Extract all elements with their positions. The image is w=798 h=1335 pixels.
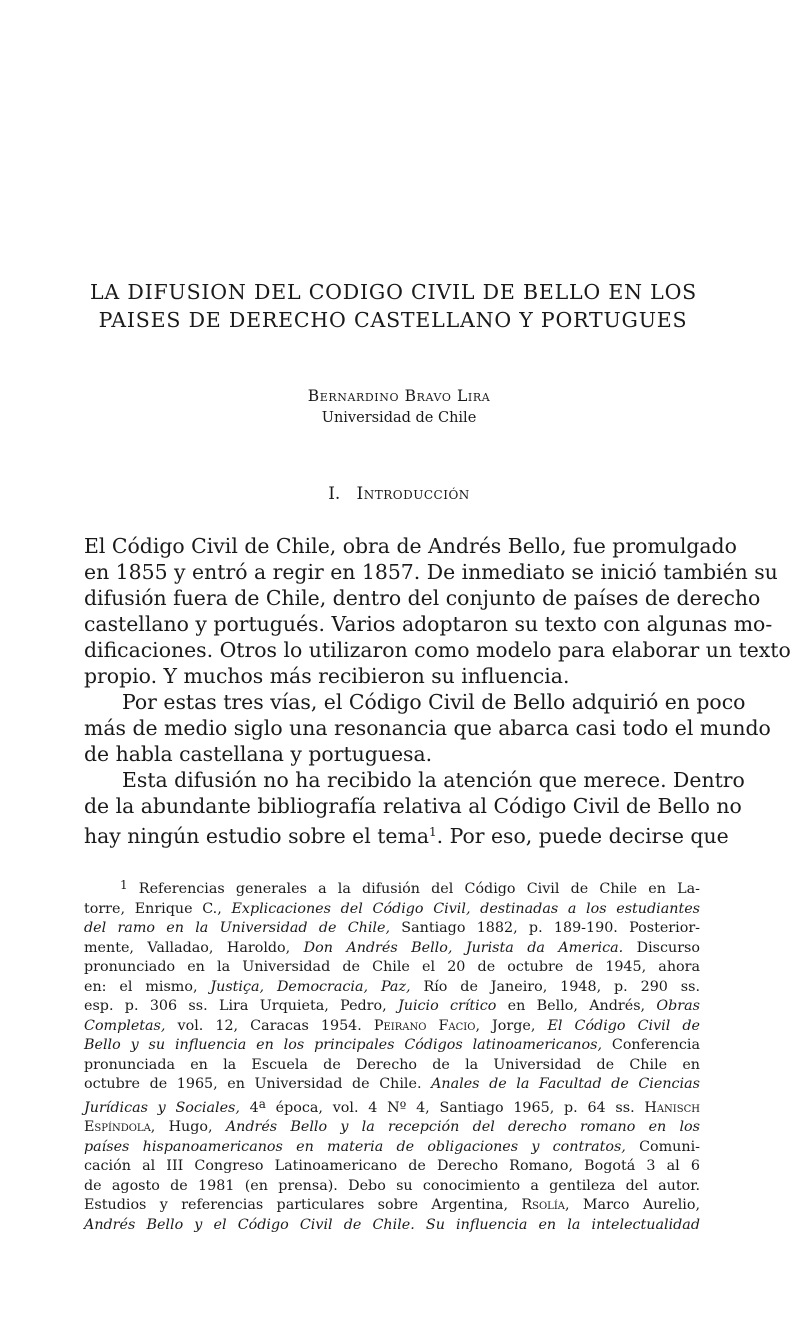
footnote-line xyxy=(84,1196,700,1216)
section-heading xyxy=(0,482,798,506)
footnote-text: en Bello, Andrés, xyxy=(496,998,657,1014)
footnote-text: , Hugo, xyxy=(150,1119,226,1135)
footnote-text: Estudios y referencias particulares sobre Argentina, xyxy=(84,1197,522,1213)
footnote-text: época, vol. 4 Nº 4, Santiago 1965, p. 64 ss. xyxy=(265,1099,645,1116)
body-text-fragment: hay ningún estudio sobre el tema xyxy=(84,824,429,848)
body-line: de habla castellana y portuguesa. xyxy=(84,742,433,766)
footnote-line: pronunciado en la Universidad de Chile el 20 de octubre de 1945, ahora xyxy=(84,959,700,975)
title-line-1: LA DIFUSION DEL CODIGO CIVIL DE BELLO EN LOS xyxy=(90,280,698,304)
footnote-text: esp. p. 306 ss. Lira Urquieta, Pedro, xyxy=(84,998,398,1014)
body-line: Por estas tres vías, el Código Civil de Bello adquirió en poco xyxy=(122,690,746,714)
footnote-line xyxy=(84,1075,700,1095)
footnote-line xyxy=(84,919,700,939)
footnote-text: en: el mismo, xyxy=(84,978,211,995)
footnote-text: Comuni- xyxy=(625,1138,700,1155)
footnote-italic: Anales de la Facultad de Ciencias xyxy=(431,1076,700,1092)
footnote-author-name: Espíndola xyxy=(84,1119,151,1135)
footnote-italic: El Código Civil de xyxy=(547,1017,700,1034)
footnote-text: octubre de 1965, en Universidad de Chile. xyxy=(84,1076,432,1092)
footnote-line xyxy=(84,978,700,998)
footnote-line xyxy=(84,1216,700,1236)
body-line xyxy=(84,819,729,849)
footnote-line xyxy=(84,876,700,900)
footnote-text: , Jorge, xyxy=(475,1017,548,1034)
footnote-text: mente, Valladao, Haroldo, xyxy=(84,939,304,956)
footnote-text: Santiago 1882, p. 189-190. Posterior- xyxy=(390,920,700,936)
footnote-text: Discurso xyxy=(623,939,700,956)
footnote-italic: Completas, xyxy=(84,1017,166,1034)
footnote-author-name: Peirano Facio xyxy=(373,1017,476,1034)
footnote-italic: Obras xyxy=(656,998,700,1014)
body-line: más de medio siglo una resonancia que abarca casi todo el mundo xyxy=(84,716,771,740)
footnote-text: 4 xyxy=(239,1099,259,1116)
footnote-italic: del ramo en la Universidad de Chile, xyxy=(84,920,391,936)
body-line: propio. Y muchos más recibieron su influencia. xyxy=(84,664,570,688)
body-line: en 1855 y entró a regir en 1857. De inmediato se inició también su xyxy=(84,560,778,584)
footnote-line xyxy=(84,1095,700,1119)
footnote-line: cación al III Congreso Latinoamericano de Derecho Romano, Bogotá 3 al 6 xyxy=(84,1158,700,1174)
footnote-italic: Don Andrés Bello, Jurista da America. xyxy=(303,939,624,956)
author-name: Bernardino Bravo Lira xyxy=(307,387,491,405)
footnote-italic: Bello y su influencia en los principales Códigos latinoamericanos, xyxy=(84,1037,602,1053)
footnote-italic: países hispanoamericanos en materia de obligaciones y contratos, xyxy=(84,1138,626,1155)
footnote-line xyxy=(84,900,700,920)
body-line: Esta difusión no ha recibido la atención que merece. Dentro xyxy=(122,768,745,792)
footnote-line xyxy=(84,1138,700,1158)
body-line: de la abundante bibliografía relativa al Código Civil de Bello no xyxy=(84,794,742,818)
footnote-line xyxy=(84,1036,700,1056)
footnote-author-name: Rsolía xyxy=(521,1197,565,1213)
footnote-italic: Juicio crítico xyxy=(398,998,497,1014)
footnote-italic: Jurídicas y Sociales, xyxy=(84,1099,240,1116)
title-line-2: PAISES DE DERECHO CASTELLANO Y PORTUGUES xyxy=(98,308,688,332)
footnote-superscript: a xyxy=(258,1096,266,1111)
footnote-italic: Explicaciones del Código Civil, destinadas a los estudiantes xyxy=(231,900,700,917)
footnote-text: , Marco Aurelio, xyxy=(565,1197,700,1213)
footnote-italic: Andrés Bello y la recepción del derecho romano en los xyxy=(225,1119,701,1135)
footnote-text: Conferencia xyxy=(602,1037,700,1053)
footnote-line xyxy=(84,939,700,959)
author-block xyxy=(0,384,798,430)
footnote-author-name: Hanisch xyxy=(644,1099,700,1116)
footnote-italic: Andrés Bello y el Código Civil de Chile. Su influencia en la intelectualidad xyxy=(84,1216,700,1233)
footnote-text: torre, Enrique C., xyxy=(84,900,232,917)
body-line: El Código Civil de Chile, obra de Andrés Bello, fue promulgado xyxy=(84,534,737,558)
body-text-fragment: . Por eso, puede decirse que xyxy=(436,824,729,848)
footnote-line xyxy=(84,1017,700,1037)
footnote-text: Río de Janeiro, 1948, p. 290 ss. xyxy=(410,978,701,995)
body-line: difusión fuera de Chile, dentro del conjunto de países de derecho xyxy=(84,586,761,610)
body-line: dificaciones. Otros lo utilizaron como modelo para elaborar un texto xyxy=(84,638,791,662)
section-title: Introducción xyxy=(356,484,470,504)
author-affiliation: Universidad de Chile xyxy=(321,410,477,426)
footnote-italic: Justiça, Democracia, Paz, xyxy=(210,978,411,995)
body-line: castellano y portugués. Varios adoptaron su texto con algunas mo- xyxy=(84,612,773,636)
footnote-reference: 1 xyxy=(428,825,437,839)
article-title xyxy=(90,278,696,334)
body-text xyxy=(84,533,791,849)
footnote-number: 1 xyxy=(120,878,128,892)
footnote-line: de agosto de 1981 (en prensa). Debo su conocimiento a gentileza del autor. xyxy=(84,1177,700,1194)
footnote-line xyxy=(84,1118,700,1138)
footnote xyxy=(84,876,700,1235)
section-number: I. xyxy=(328,484,341,504)
footnote-line xyxy=(84,997,700,1017)
footnote-line: pronunciada en la Escuela de Derecho de la Universidad de Chile en xyxy=(84,1056,700,1073)
footnote-text: Referencias generales a la difusión del Código Civil de Chile en La- xyxy=(127,881,700,897)
footnote-text: vol. 12, Caracas 1954. xyxy=(165,1017,374,1034)
